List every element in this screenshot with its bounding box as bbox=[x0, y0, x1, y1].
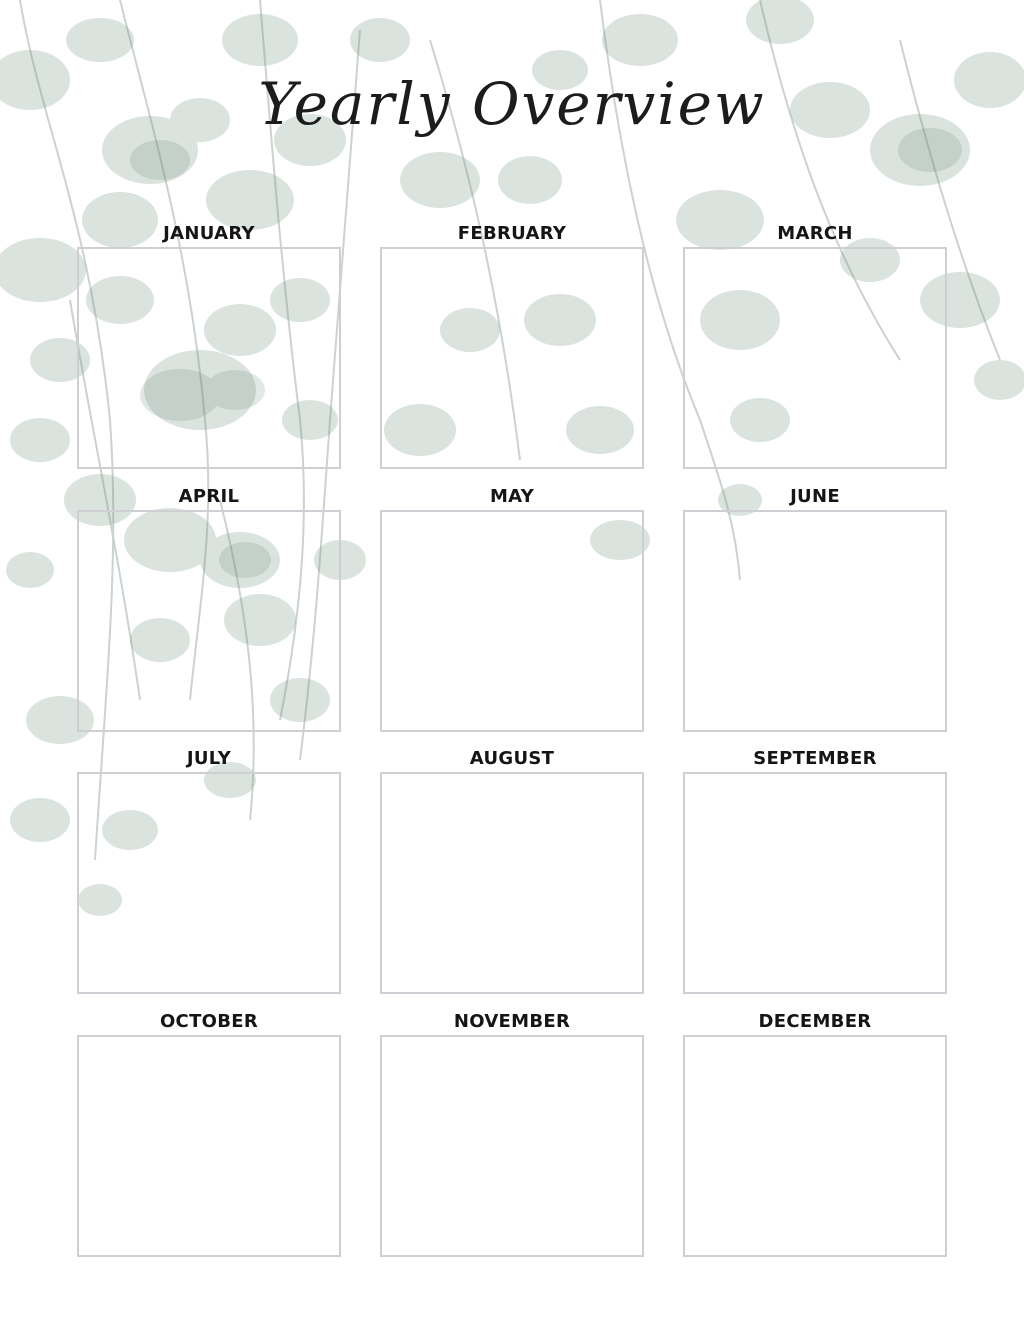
month-august bbox=[380, 746, 644, 994]
month-notes-box[interactable] bbox=[380, 772, 644, 994]
month-december bbox=[683, 1009, 947, 1257]
month-notes-box[interactable] bbox=[380, 247, 644, 469]
month-notes-box[interactable] bbox=[683, 772, 947, 994]
month-notes-box[interactable] bbox=[77, 1035, 341, 1257]
month-october bbox=[77, 1009, 341, 1257]
month-label: FEBRUARY bbox=[457, 223, 567, 244]
month-label: OCTOBER bbox=[159, 1011, 259, 1032]
month-label: NOVEMBER bbox=[453, 1011, 571, 1032]
month-label: APRIL bbox=[178, 486, 240, 507]
month-notes-box[interactable] bbox=[380, 1035, 644, 1257]
month-label: JUNE bbox=[790, 486, 840, 507]
page-title: Yearly Overview bbox=[258, 70, 766, 138]
month-notes-box[interactable] bbox=[380, 510, 644, 732]
month-april bbox=[77, 484, 341, 732]
month-label: MAY bbox=[489, 486, 535, 507]
month-notes-box[interactable] bbox=[77, 247, 341, 469]
month-notes-box[interactable] bbox=[683, 510, 947, 732]
month-notes-box[interactable] bbox=[683, 247, 947, 469]
month-february bbox=[380, 221, 644, 469]
month-november bbox=[380, 1009, 644, 1257]
month-may bbox=[380, 484, 644, 732]
month-label: MARCH bbox=[777, 223, 853, 244]
month-june bbox=[683, 484, 947, 732]
month-label: DECEMBER bbox=[758, 1011, 872, 1032]
month-march bbox=[683, 221, 947, 469]
month-notes-box[interactable] bbox=[77, 772, 341, 994]
month-label: SEPTEMBER bbox=[753, 748, 877, 769]
month-label: JULY bbox=[186, 748, 232, 769]
month-notes-box[interactable] bbox=[683, 1035, 947, 1257]
month-label: JANUARY bbox=[163, 223, 255, 244]
month-january bbox=[77, 221, 341, 469]
month-label: AUGUST bbox=[469, 748, 555, 769]
month-september bbox=[683, 746, 947, 994]
month-july bbox=[77, 746, 341, 994]
month-notes-box[interactable] bbox=[77, 510, 341, 732]
